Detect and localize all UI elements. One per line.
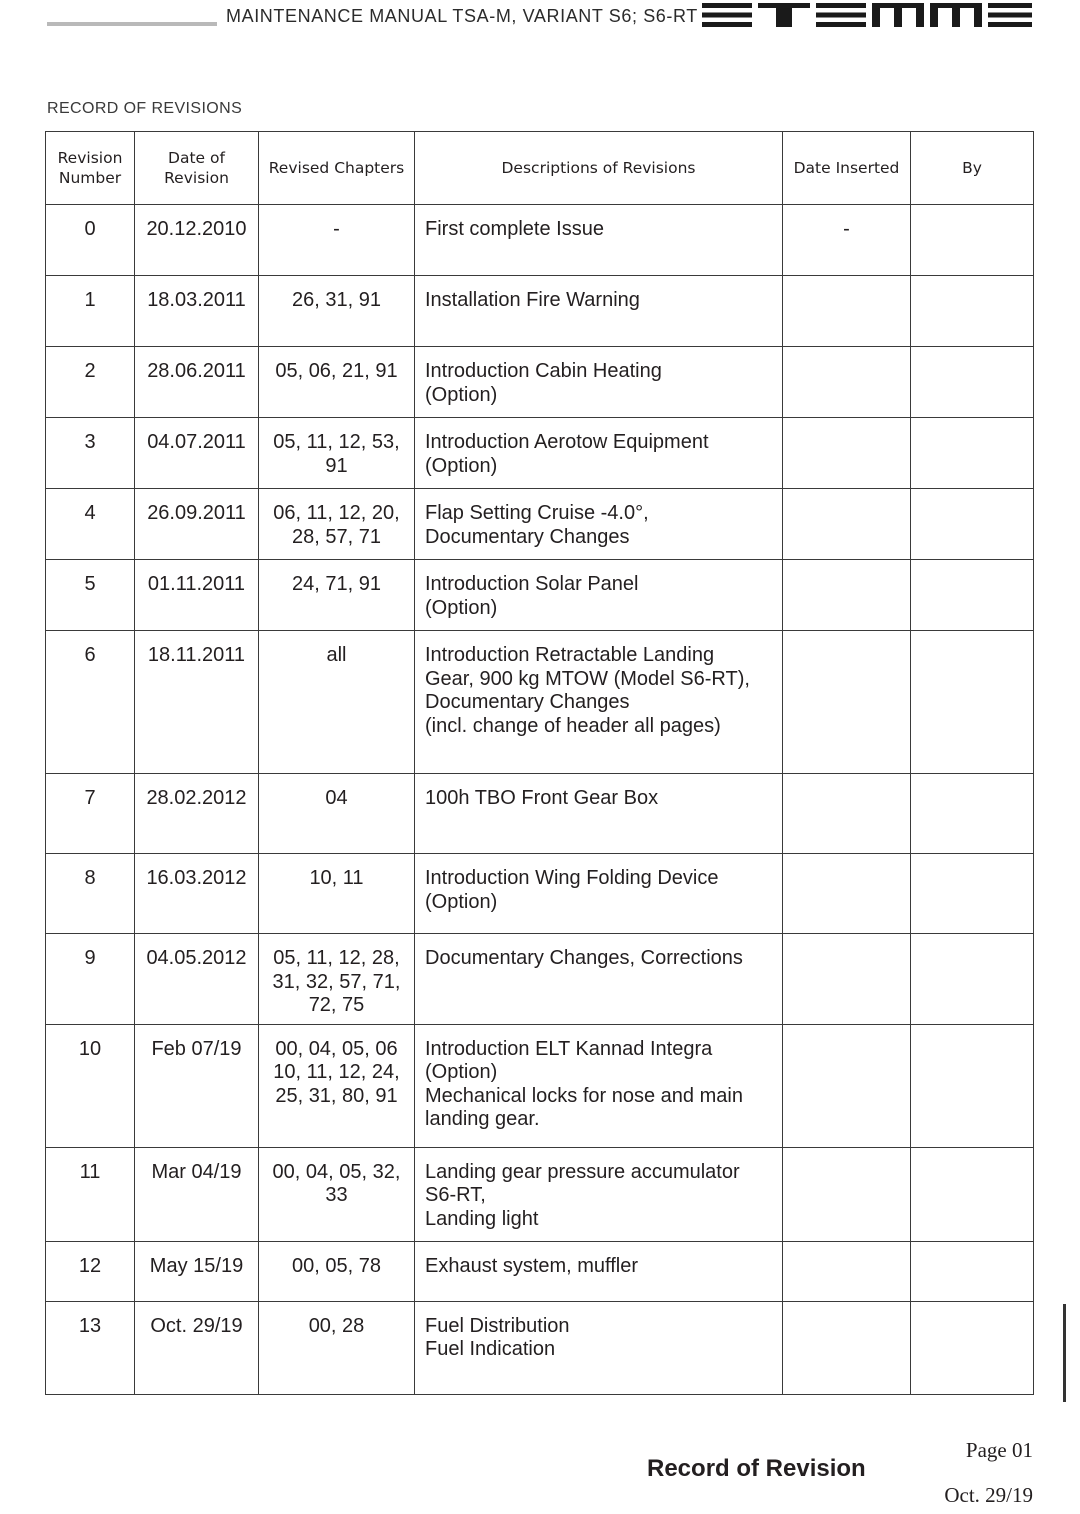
date-inserted-cell xyxy=(783,934,911,1025)
page-number: Page 01 xyxy=(965,1438,1033,1462)
chapters-cell: 05, 11, 12, 28, 31, 32, 57, 71, 72, 75 xyxy=(259,934,415,1025)
by-cell xyxy=(911,1147,1034,1241)
revision-number-cell: 1 xyxy=(46,276,135,347)
change-bar xyxy=(1063,1304,1066,1402)
document-title: MAINTENANCE MANUAL TSA-M, VARIANT S6; S6-RT xyxy=(226,6,698,26)
chapters-cell: - xyxy=(259,205,415,276)
by-cell xyxy=(911,1301,1034,1394)
date-inserted-cell xyxy=(783,1147,911,1241)
date-inserted-cell xyxy=(783,1241,911,1301)
revision-number-cell: 4 xyxy=(46,489,135,560)
revision-number-cell: 5 xyxy=(46,560,135,631)
table-row xyxy=(46,276,1034,347)
table-row xyxy=(46,631,1034,774)
table-row xyxy=(46,934,1034,1025)
col-revised-chapters: Revised Chapters xyxy=(259,132,415,205)
date-inserted-cell xyxy=(783,347,911,418)
revision-number-cell: 11 xyxy=(46,1147,135,1241)
description-cell: Exhaust system, muffler xyxy=(415,1241,783,1301)
date-cell: 26.09.2011 xyxy=(135,489,259,560)
header-rule xyxy=(47,22,217,26)
revisions-table xyxy=(45,131,1034,1395)
table-row xyxy=(46,347,1034,418)
date-cell: 20.12.2010 xyxy=(135,205,259,276)
col-descriptions: Descriptions of Revisions xyxy=(415,132,783,205)
col-date-of-revision: Date of Revision xyxy=(135,132,259,205)
revision-number-cell: 8 xyxy=(46,854,135,934)
date-cell: 01.11.2011 xyxy=(135,560,259,631)
description-cell: Documentary Changes, Corrections xyxy=(415,934,783,1025)
revision-number-cell: 3 xyxy=(46,418,135,489)
description-cell: Introduction Wing Folding Device (Option) xyxy=(415,854,783,934)
chapters-cell: 00, 28 xyxy=(259,1301,415,1394)
date-cell: May 15/19 xyxy=(135,1241,259,1301)
date-inserted-cell xyxy=(783,854,911,934)
by-cell xyxy=(911,276,1034,347)
by-cell xyxy=(911,489,1034,560)
date-inserted-cell: - xyxy=(783,205,911,276)
table-row xyxy=(46,1241,1034,1301)
description-cell: Flap Setting Cruise -4.0°, Documentary Changes xyxy=(415,489,783,560)
chapters-cell: 05, 06, 21, 91 xyxy=(259,347,415,418)
table-row xyxy=(46,1301,1034,1394)
revision-number-cell: 7 xyxy=(46,774,135,854)
date-cell: Oct. 29/19 xyxy=(135,1301,259,1394)
date-inserted-cell xyxy=(783,631,911,774)
col-date-inserted: Date Inserted xyxy=(783,132,911,205)
date-inserted-cell xyxy=(783,489,911,560)
chapters-cell: all xyxy=(259,631,415,774)
description-cell: Landing gear pressure accumulator S6-RT, Landing light xyxy=(415,1147,783,1241)
date-cell: 04.05.2012 xyxy=(135,934,259,1025)
table-row xyxy=(46,560,1034,631)
revision-number-cell: 6 xyxy=(46,631,135,774)
description-cell: 100h TBO Front Gear Box xyxy=(415,774,783,854)
by-cell xyxy=(911,1241,1034,1301)
table-row xyxy=(46,1147,1034,1241)
date-inserted-cell xyxy=(783,774,911,854)
chapters-cell: 00, 05, 78 xyxy=(259,1241,415,1301)
date-inserted-cell xyxy=(783,418,911,489)
by-cell xyxy=(911,347,1034,418)
by-cell xyxy=(911,560,1034,631)
description-cell: Introduction Retractable Landing Gear, 900 kg MTOW (Model S6-RT), Documentary Changes (incl. change of header all pages) xyxy=(415,631,783,774)
date-cell: 04.07.2011 xyxy=(135,418,259,489)
date-inserted-cell xyxy=(783,276,911,347)
by-cell xyxy=(911,854,1034,934)
by-cell xyxy=(911,418,1034,489)
footer-title: Record of Revision xyxy=(647,1455,866,1482)
by-cell xyxy=(911,631,1034,774)
chapters-cell: 05, 11, 12, 53, 91 xyxy=(259,418,415,489)
by-cell xyxy=(911,1024,1034,1147)
by-cell xyxy=(911,934,1034,1025)
chapters-cell: 06, 11, 12, 20, 28, 57, 71 xyxy=(259,489,415,560)
chapters-cell: 24, 71, 91 xyxy=(259,560,415,631)
revision-number-cell: 13 xyxy=(46,1301,135,1394)
revision-number-cell: 2 xyxy=(46,347,135,418)
description-cell: Installation Fire Warning xyxy=(415,276,783,347)
date-inserted-cell xyxy=(783,1024,911,1147)
chapters-cell: 26, 31, 91 xyxy=(259,276,415,347)
table-row xyxy=(46,854,1034,934)
table-row xyxy=(46,205,1034,276)
date-cell: Feb 07/19 xyxy=(135,1024,259,1147)
col-revision-number: Revision Number xyxy=(46,132,135,205)
date-cell: 28.02.2012 xyxy=(135,774,259,854)
description-cell: Introduction Solar Panel (Option) xyxy=(415,560,783,631)
section-label: RECORD OF REVISIONS xyxy=(47,100,243,117)
date-cell: Mar 04/19 xyxy=(135,1147,259,1241)
stemme-logo xyxy=(702,3,1032,27)
chapters-cell: 04 xyxy=(259,774,415,854)
col-by: By xyxy=(911,132,1034,205)
table-row xyxy=(46,418,1034,489)
description-cell: Introduction Cabin Heating (Option) xyxy=(415,347,783,418)
revision-number-cell: 10 xyxy=(46,1024,135,1147)
table-row xyxy=(46,1024,1034,1147)
by-cell xyxy=(911,205,1034,276)
revision-number-cell: 0 xyxy=(46,205,135,276)
table-row xyxy=(46,489,1034,560)
date-cell: 28.06.2011 xyxy=(135,347,259,418)
date-cell: 16.03.2012 xyxy=(135,854,259,934)
chapters-cell: 10, 11 xyxy=(259,854,415,934)
description-cell: Introduction Aerotow Equipment (Option) xyxy=(415,418,783,489)
date-inserted-cell xyxy=(783,1301,911,1394)
date-inserted-cell xyxy=(783,560,911,631)
table-header-row xyxy=(46,132,1034,205)
table-row xyxy=(46,774,1034,854)
by-cell xyxy=(911,774,1034,854)
revision-number-cell: 9 xyxy=(46,934,135,1025)
revision-number-cell: 12 xyxy=(46,1241,135,1301)
chapters-cell: 00, 04, 05, 06 10, 11, 12, 24, 25, 31, 80, 91 xyxy=(259,1024,415,1147)
description-cell: First complete Issue xyxy=(415,205,783,276)
chapters-cell: 00, 04, 05, 32, 33 xyxy=(259,1147,415,1241)
description-cell: Introduction ELT Kannad Integra (Option) Mechanical locks for nose and main landing gear. xyxy=(415,1024,783,1147)
page-date: Oct. 29/19 xyxy=(944,1483,1033,1507)
description-cell: Fuel Distribution Fuel Indication xyxy=(415,1301,783,1394)
date-cell: 18.03.2011 xyxy=(135,276,259,347)
date-cell: 18.11.2011 xyxy=(135,631,259,774)
